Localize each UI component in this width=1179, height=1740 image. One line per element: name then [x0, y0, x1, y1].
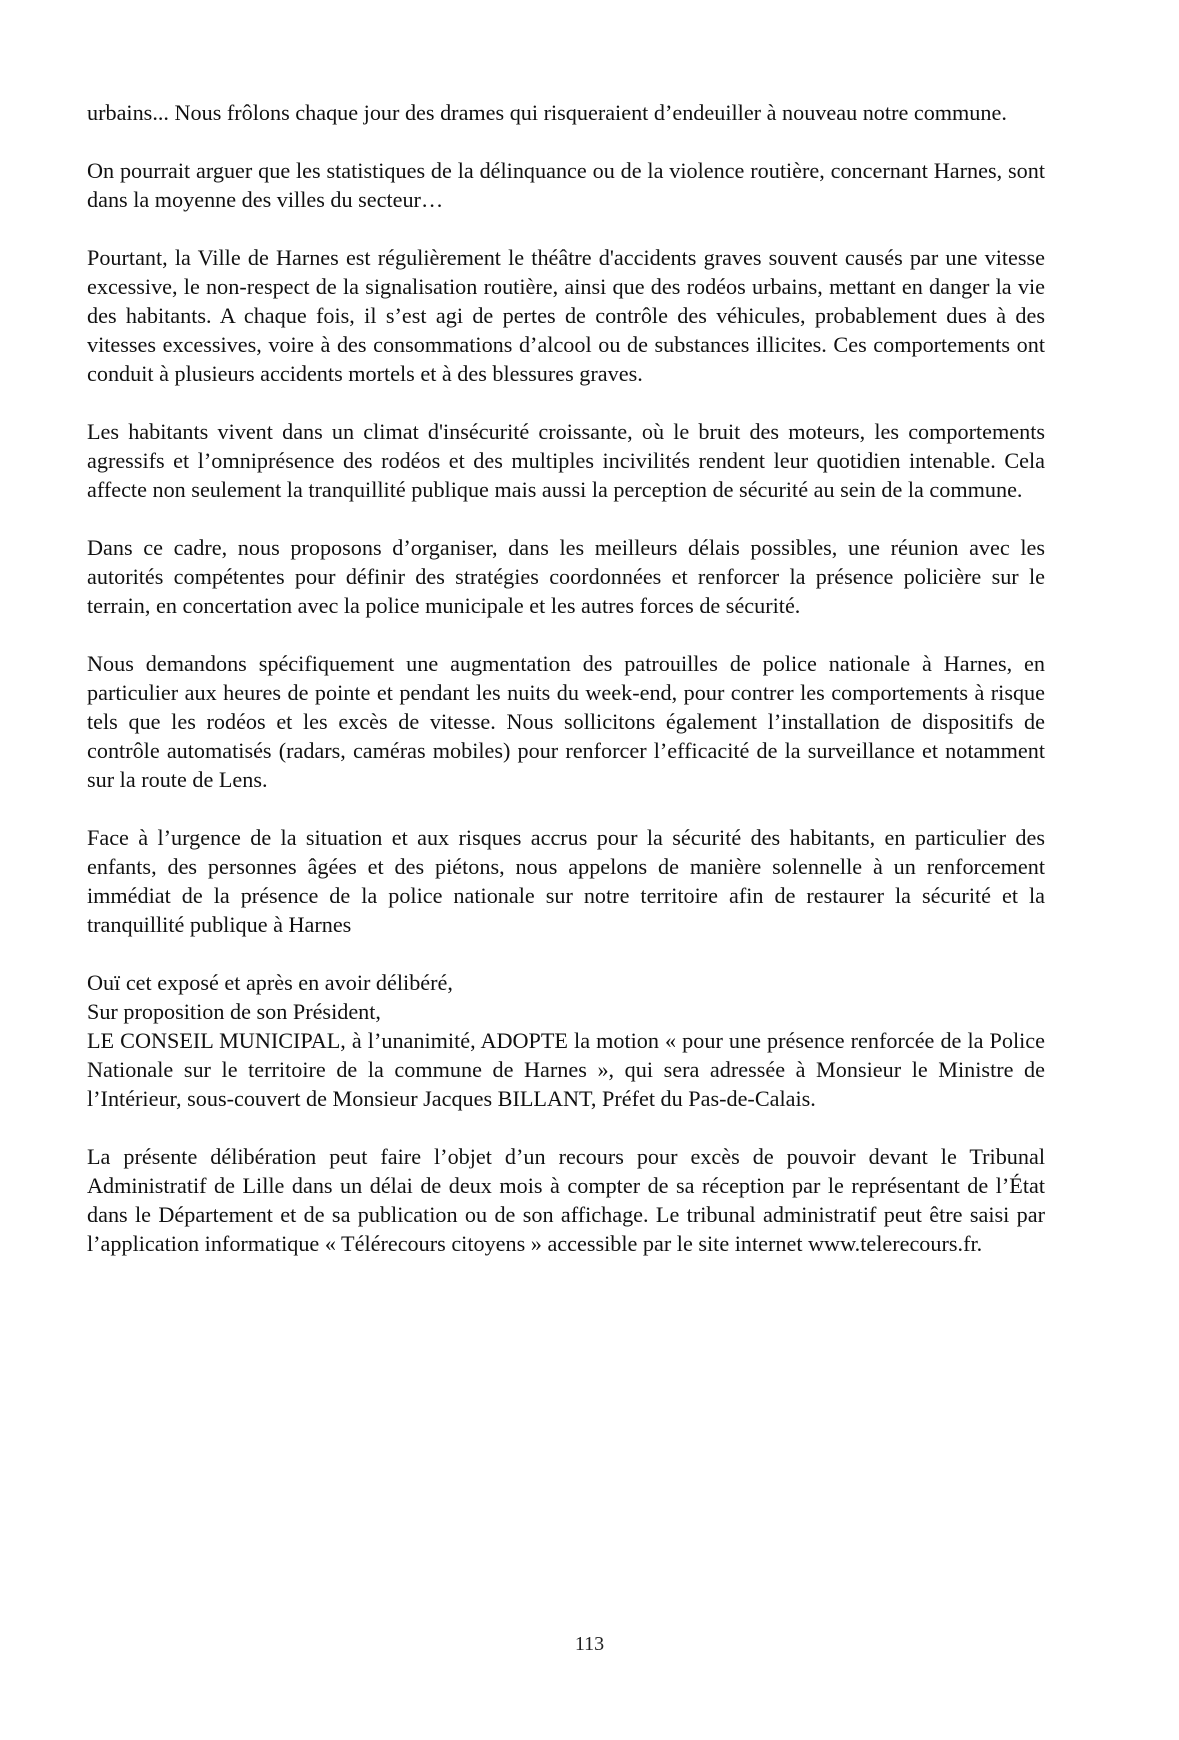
paragraph-meeting-proposal: Dans ce cadre, nous proposons d’organiser, dans les meilleurs délais possibles, une réunion avec les autorités compétentes pour définir des stratégies coordonnées et renforcer la présence policière sur le terrain, en concertation avec la police municipale et les autres forces de sécurité. — [87, 535, 1045, 618]
paragraph-appeal-notice: La présente délibération peut faire l’objet d’un recours pour excès de pouvoir devant le Tribunal Administratif de Lille dans un délai de deux mois à compter de sa réception par le représentant de l’État dans le Département et de sa publication ou de son affichage. Le tribunal administratif peut être saisi par l’application informatique « Télérecours citoyens » accessible par le site internet www.telerecours.fr. — [87, 1144, 1045, 1256]
paragraph-urgency: Face à l’urgence de la situation et aux risques accrus pour la sécurité des habitants, en particulier des enfants, des personnes âgées et des piétons, nous appelons de manière solennelle à un renforcement immédiat de la présence de la police nationale sur notre territoire afin de restaurer la sécurité et la tranquillité publique à Harnes — [87, 825, 1045, 937]
decision-line-deliberation: Ouï cet exposé et après en avoir délibéré, — [87, 970, 453, 995]
page-number: 113 — [574, 1633, 605, 1655]
paragraph-accidents: Pourtant, la Ville de Harnes est régulièrement le théâtre d'accidents graves souvent causés par une vitesse excessive, le non-respect de la signalisation routière, ainsi que des rodéos urbains, mettant en danger la vie des habitants. A chaque fois, il s’est agi de pertes de contrôle des véhicules, probablement dues à des vitesses excessives, voire à des consommations d’alcool ou de substances illicites. Ces comportements ont conduit à plusieurs accidents mortels et à des blessures graves. — [87, 245, 1045, 386]
decision-line-adoption: LE CONSEIL MUNICIPAL, à l’unanimité, ADOPTE la motion « pour une présence renforcée de la Police Nationale sur le territoire de la commune de Harnes », qui sera adressée à Monsieur le Ministre de l’Intérieur, sous-couvert de Monsieur Jacques BILLANT, Préfet du Pas-de-Calais. — [87, 1028, 1045, 1111]
document-body — [87, 98, 1045, 1258]
paragraph-continuation: urbains... Nous frôlons chaque jour des drames qui risqueraient d’endeuiller à nouveau notre commune. — [87, 100, 1007, 125]
decision-line-proposal: Sur proposition de son Président, — [87, 999, 381, 1024]
paragraph-insecurity: Les habitants vivent dans un climat d'insécurité croissante, où le bruit des moteurs, les comportements agressifs et l’omniprésence des rodéos et des multiples incivilités rendent leur quotidien intenable. Cela affecte non seulement la tranquillité publique mais aussi la perception de sécurité au sein de la commune. — [87, 419, 1045, 502]
decision-block — [87, 968, 1045, 1113]
paragraph-patrol-request: Nous demandons spécifiquement une augmentation des patrouilles de police nationale à Harnes, en particulier aux heures de pointe et pendant les nuits du week-end, pour contrer les comportements à risque tels que les rodéos et les excès de vitesse. Nous sollicitons également l’installation de dispositifs de contrôle automatisés (radars, caméras mobiles) pour renforcer l’efficacité de la surveillance et notamment sur la route de Lens. — [87, 651, 1045, 792]
paragraph-statistics: On pourrait arguer que les statistiques de la délinquance ou de la violence routière, concernant Harnes, sont dans la moyenne des villes du secteur… — [87, 158, 1045, 212]
